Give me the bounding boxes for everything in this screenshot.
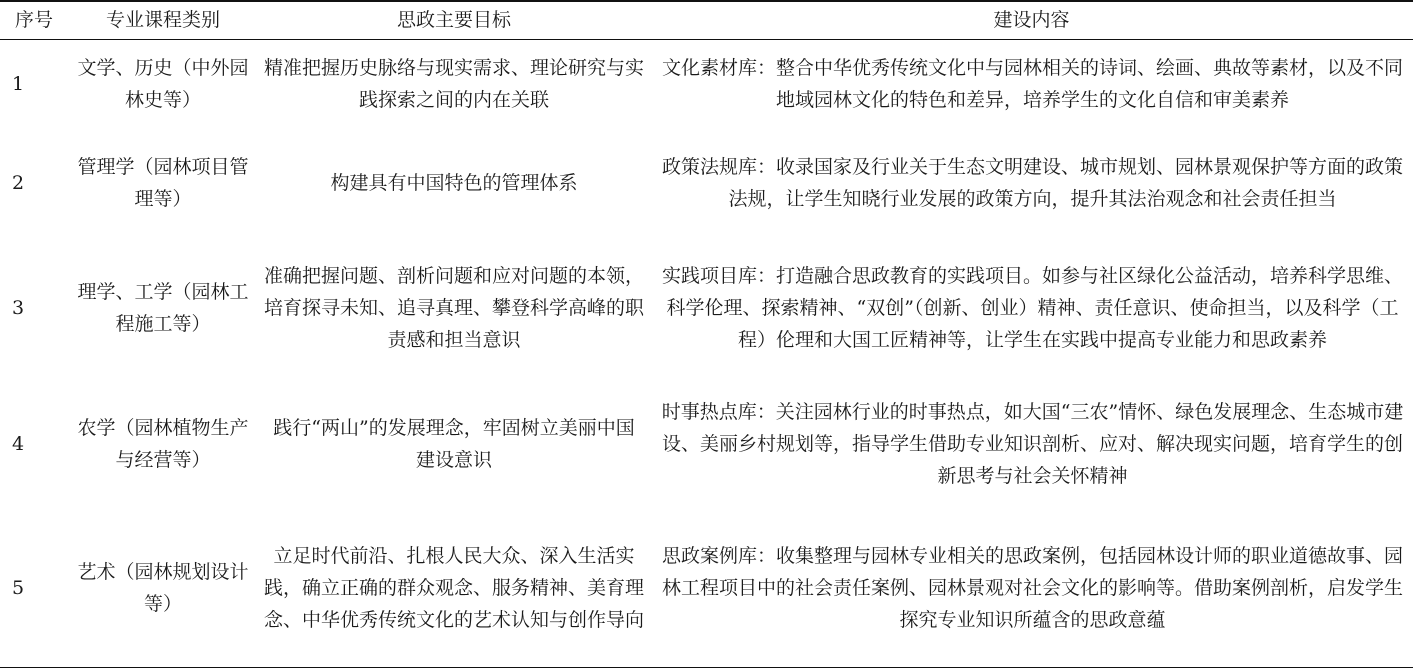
- row-content: 思政案例库：收集整理与园林专业相关的思政案例，包括园林设计师的职业道德故事、园林工程项目中的社会责任案例、园林景观对社会文化的影响等。借助案例剖析，启发学生探究专业知识所蕴含的思政意蕴: [650, 509, 1413, 667]
- header-category: 专业课程类别: [68, 1, 258, 39]
- row-content: 时事热点库：关注园林行业的时事热点，如大国“三农”情怀、绿色发展理念、生态城市建设、美丽乡村规划等，指导学生借助专业知识剖析、应对、解决现实问题，培育学生的创新思考与社会关怀精神: [661, 401, 1404, 487]
- header-content: 建设内容: [650, 1, 1413, 39]
- row-goal: 践行“两山”的发展理念，牢固树立美丽中国建设意识: [273, 417, 635, 471]
- row-content: 文化素材库：整合中华优秀传统文化中与园林相关的诗词、绘画、典故等素材，以及不同地域园林文化的特色和差异，培养学生的文化自信和审美素养: [661, 57, 1403, 112]
- row-category: 艺术（园林规划设计等）: [68, 509, 258, 667]
- header-num: 序号: [0, 1, 68, 39]
- row-goal: 准确把握问题、剖析问题和应对问题的本领，培育探寻未知、追寻真理、攀登科学高峰的职责感和担当意识: [264, 265, 645, 351]
- row-category: 理学、工学（园林工程施工等）: [77, 281, 249, 335]
- row-num: 3: [12, 297, 25, 319]
- table-row: [0, 237, 1413, 379]
- row-num: 1: [12, 73, 25, 96]
- row-content: 政策法规库：收录国家及行业关于生态文明建设、城市规划、园林景观保护等方面的政策法规，让学生知晓行业发展的政策方向，提升其法治观念和社会责任担当: [661, 156, 1403, 210]
- table-row: [0, 129, 1413, 237]
- row-content: 实践项目库：打造融合思政教育的实践项目。如参与社区绿化公益活动，培养科学思维、科学伦理、探索精神、“双创”（创新、创业）精神、责任意识、使命担当，以及科学（工程）伦理和大国工匠精神等，让学生在实践中提高专业能力和思政素养: [661, 265, 1403, 351]
- table-row: [0, 39, 1413, 129]
- row-num: 5: [0, 509, 68, 667]
- row-category: 农学（园林植物生产与经营等）: [77, 417, 249, 471]
- row-num: 2: [12, 172, 25, 194]
- row-num: 4: [12, 433, 25, 455]
- row-category: 管理学（园林项目管理等）: [77, 156, 249, 210]
- header-goal: 思政主要目标: [258, 1, 650, 39]
- row-goal: 立足时代前沿、扎根人民大众、深入生活实践，确立正确的群众观念、服务精神、美育理念、中华优秀传统文化的艺术认知与创作导向: [258, 509, 650, 667]
- table-row: [0, 379, 1413, 509]
- row-goal: 精准把握历史脉络与现实需求、理论研究与实践探索之间的内在关联: [264, 57, 645, 112]
- table-row: [0, 509, 1413, 667]
- row-category: 文学、历史（中外园林史等）: [77, 57, 249, 112]
- table-header-row: [0, 1, 1413, 39]
- row-goal: 构建具有中国特色的管理体系: [330, 172, 578, 194]
